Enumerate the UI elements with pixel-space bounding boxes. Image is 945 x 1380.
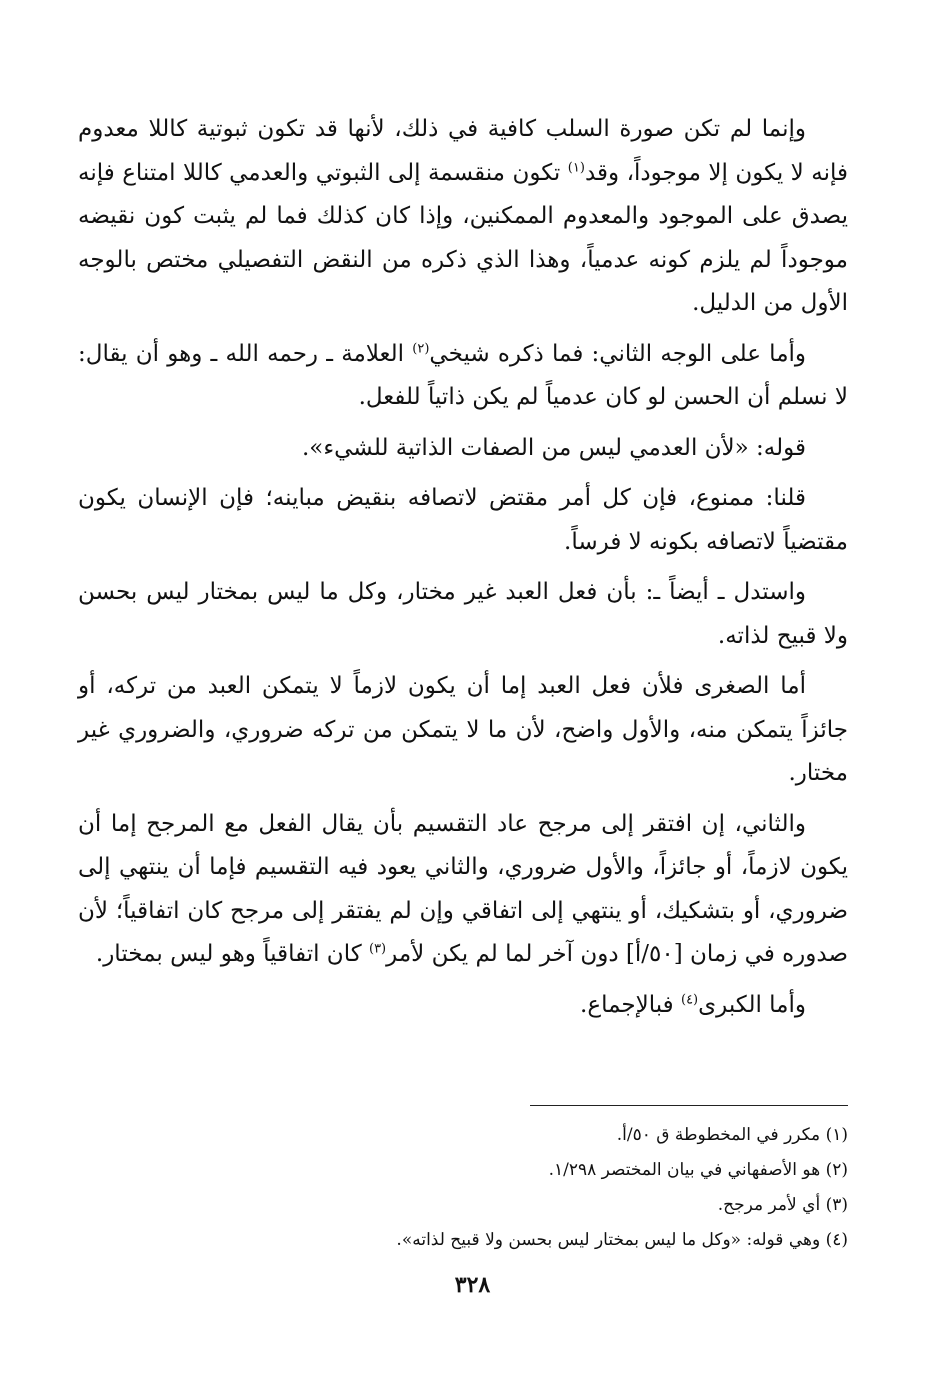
footnote-ref[interactable]: (٢) (412, 340, 430, 356)
footnote-separator (530, 1105, 848, 1106)
page-number: ٣٢٨ (454, 1272, 491, 1298)
paragraph: وإنما لم تكن صورة السلب كافية في ذلك، لأنها قد تكون ثبوتية كاللا معدوم فإنه لا يكون إلا موجوداً، وقد$^{(١)}$ تكون منقسمة إلى الثبوتي والعدمي كاللا امتناع فإنه يصدق على الموجود والمعدوم الممكنين، وإذا كان كذلك فما لم يثبت كون نقيضه موجوداً لم يلزم كونه عدمياً، وهذا الذي ذكره من النقض التفصيلي مختص بالوجه الأول من الدليل. (78, 116, 848, 316)
paragraph: والثاني، إن افتقر إلى مرجح عاد التقسيم بأن يقال الفعل مع المرجح إما أن يكون لازماً، أو جائزاً، والأول ضروري، والثاني يعود فيه التقسيم فإما أن ينتهي إلى ضروري، أو بتشكيك، أو ينتهي إلى اتفاقي وإن لم يفتقر إلى مرجح كان اتفاقياً؛ لأن صدوره في زمان [٥٠/أ] دون آخر لما لم يكن لأمر$^{(٣)}$ كان اتفاقياً وهو ليس بمختار. (78, 810, 848, 967)
footnote-ref[interactable]: (١) (567, 159, 585, 175)
footnotes (78, 1118, 848, 1258)
paragraph: وأما على الوجه الثاني: فما ذكره شيخي$^{(٢)}$ العلامة ـ رحمه الله ـ وهو أن يقال: لا نسلم أن الحسن لو كان عدمياً لم يكن ذاتياً للفعل. (78, 340, 848, 410)
paragraph: قوله: «لأن العدمي ليس من الصفات الذاتية للشيء». (301, 434, 806, 461)
paragraph: واستدل ـ أيضاً ـ: بأن فعل العبد غير مختار، وكل ما ليس بمختار ليس بحسن ولا قبيح لذاته. (78, 579, 848, 649)
footnote: (٢) هو الأصفهاني في بيان المختصر ١/٢٩٨. (548, 1160, 848, 1180)
main-text (78, 108, 848, 1034)
paragraph: أما الصغرى فلأن فعل العبد إما أن يكون لازماً لا يتمكن العبد من تركه، أو جائزاً يتمكن منه، والأول واضح، لأن ما لا يتمكن من تركه ضروري، والضروري غير مختار. (78, 673, 848, 786)
footnote-ref[interactable]: (٣) (368, 941, 387, 957)
footnote: (٤) وهي قوله: «وكل ما ليس بمختار ليس بحسن ولا قبيح لذاته». (396, 1230, 848, 1250)
paragraph: قلنا: ممنوع، فإن كل أمر مقتض لاتصافه بنقيض مباينه؛ فإن الإنسان يكون مقتضياً لاتصافه بكونه لا فرساً. (78, 485, 848, 555)
footnote-ref[interactable]: (٤) (680, 991, 699, 1007)
footnote: (٣) أي لأمر مرجح. (717, 1195, 848, 1215)
footnote: (١) مكرر في المخطوطة ق ٥٠/أ. (616, 1125, 848, 1145)
paragraph: وأما الكبرى$^{(٤)}$ فبالإجماع. (580, 991, 806, 1018)
